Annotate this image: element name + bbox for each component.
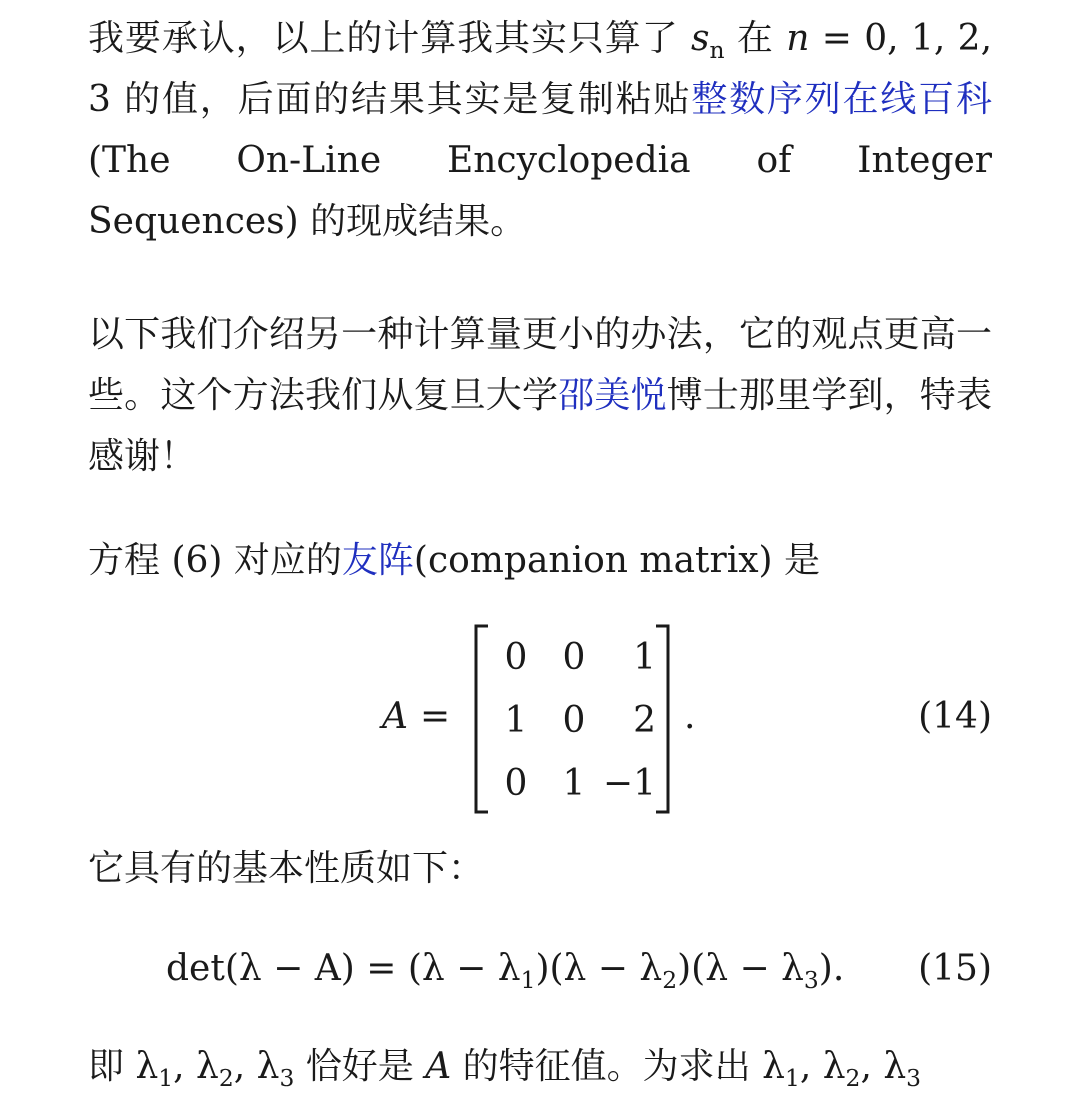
- person-link[interactable]: 邵美悦: [558, 375, 667, 416]
- para5-part: , λ: [233, 1046, 280, 1087]
- matrix-cell: 1: [562, 763, 586, 804]
- para5-part: , λ: [173, 1046, 219, 1087]
- paragraph-1: [88, 8, 992, 252]
- subscript: 2: [845, 1064, 861, 1093]
- subscript: 1: [784, 1064, 800, 1093]
- para2-text-a: 以下我们介绍另一种计算量更小的办法，它的观点更高一些。这个方法我们从复旦大学: [88, 314, 992, 416]
- matrix-cell: 0: [504, 637, 528, 678]
- determinant-formula: [166, 938, 844, 999]
- matrix-symbol: A: [425, 1046, 452, 1087]
- para5-part: 的特征值。为求出 λ: [451, 1046, 785, 1087]
- formula-part: )(λ − λ: [677, 948, 804, 989]
- matrix-cell: 0: [504, 763, 528, 804]
- companion-matrix-link[interactable]: 友阵: [341, 540, 414, 581]
- subscript: 1: [520, 966, 536, 995]
- para1-text-c: = 0, 1, 2, 3 的值，后面的结果其实是复制粘贴: [88, 18, 993, 120]
- para5-part: , λ: [860, 1046, 907, 1087]
- companion-matrix: [474, 624, 670, 814]
- para5-part: 恰好是: [294, 1046, 426, 1087]
- matrix-cell: 1: [633, 637, 656, 678]
- subscript: 2: [662, 966, 678, 995]
- var-n: n: [786, 18, 810, 59]
- para1-text-a: 我要承认，以上的计算我其实只算了: [88, 18, 691, 59]
- para5-part: , λ: [799, 1046, 846, 1087]
- oeis-link[interactable]: 整数序列在线百科: [691, 79, 992, 120]
- formula-part: )(λ − λ: [535, 948, 663, 989]
- matrix-cell: −1: [602, 763, 656, 804]
- paragraph-5: [88, 1036, 992, 1097]
- var-s-subscript: n: [709, 36, 725, 65]
- subscript: 2: [218, 1064, 234, 1093]
- paragraph-2: [88, 304, 992, 487]
- subscript: 3: [906, 1064, 922, 1093]
- matrix-symbol: A: [382, 696, 408, 737]
- equation-period: .: [684, 696, 696, 737]
- equation-number: (15): [918, 948, 992, 989]
- formula-part: ).: [818, 948, 845, 989]
- subscript: 3: [803, 966, 819, 995]
- matrix-cell: 0: [562, 700, 586, 741]
- equation-14: [88, 620, 992, 816]
- para1-text-b: 在: [724, 18, 787, 59]
- var-s: s: [690, 18, 710, 59]
- paragraph-4: [88, 838, 992, 899]
- para5-part: 即 λ: [88, 1046, 159, 1087]
- paragraph-3: [88, 530, 992, 591]
- matrix-cell: 0: [562, 637, 586, 678]
- matrix-cell: 2: [633, 700, 656, 741]
- para3-text-b: (companion matrix) 是: [413, 540, 821, 581]
- matrix-cell: 1: [504, 700, 528, 741]
- para4-text: 它具有的基本性质如下：: [88, 848, 485, 889]
- equation-number: (14): [918, 696, 992, 737]
- equals-sign: =: [420, 696, 451, 737]
- equation-15: [88, 928, 992, 998]
- para2-text-b: 博士那里学到，特表感谢！: [88, 375, 992, 477]
- para3-text-a: 方程 (6) 对应的: [88, 540, 342, 581]
- para1-text-d: (The On-Line Encyclopedia of Integer Sequences) 的现成结果。: [88, 140, 992, 242]
- formula-part: det(λ − A) = (λ − λ: [166, 948, 521, 989]
- subscript: 3: [279, 1064, 295, 1093]
- subscript: 1: [158, 1064, 174, 1093]
